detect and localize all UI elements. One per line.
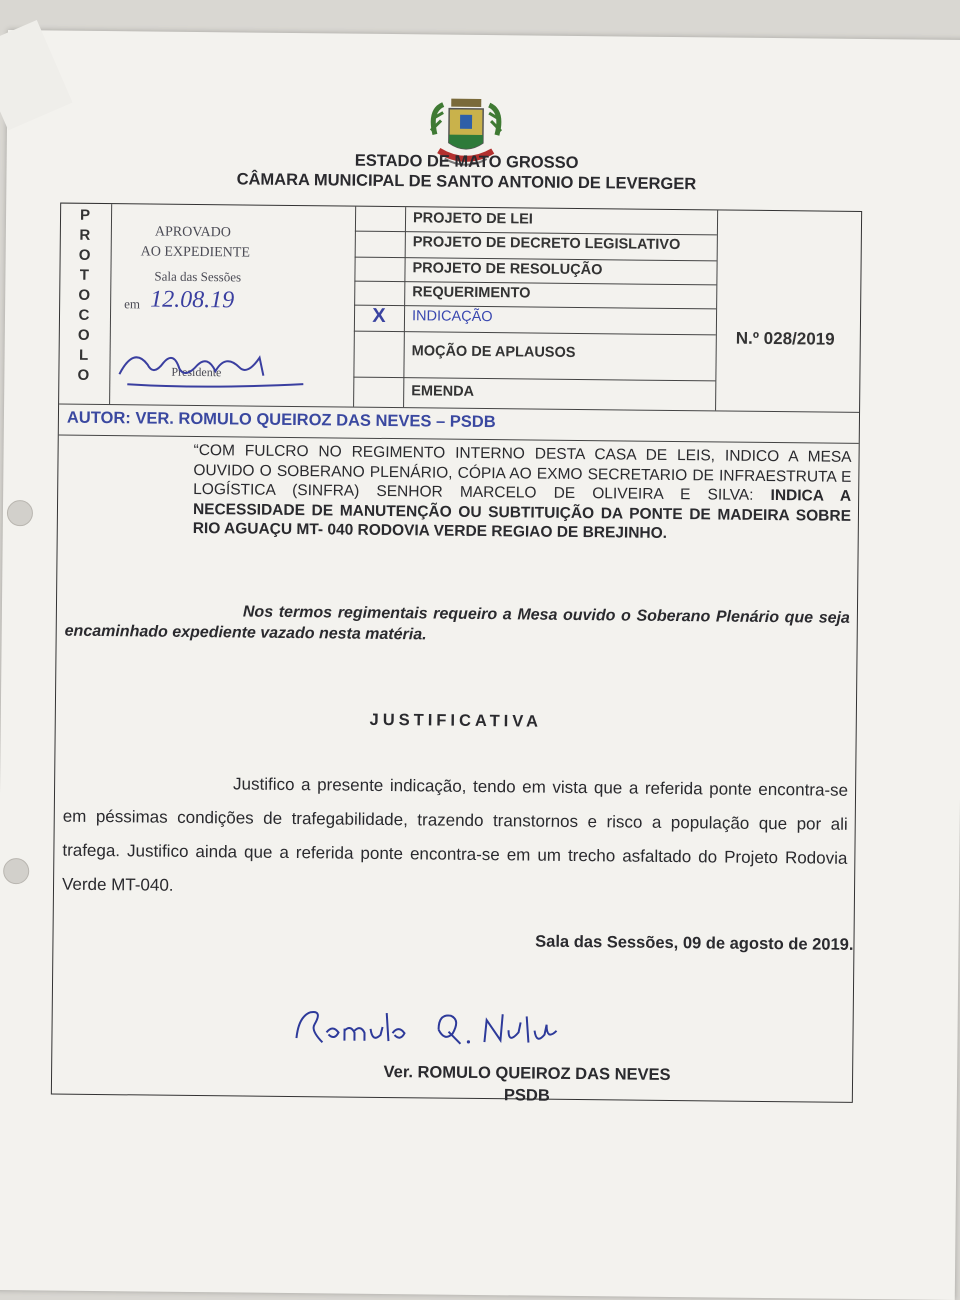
author-row: [59, 404, 859, 444]
option-checkbox[interactable]: [355, 231, 406, 258]
stamp-date: 12.08.19: [150, 286, 235, 314]
option-label: PROJETO DE LEI: [412, 210, 533, 228]
intro-bold: INDICA A NECESSIDADE DE MANUTENÇÃO OU SUBTITUIÇÃO DA PONTE DE MADEIRA SOBRE RIO AGUAÇU MT- 040 RODOVIA VERDE REGIAO DE BREJINHO.: [192, 487, 852, 543]
request-paragraph: Nos termos regimentais requeiro a Mesa ouvido o Soberano Plenário que seja encaminhado expediente vazado nesta matéria.: [64, 603, 850, 644]
option-row: [353, 331, 715, 382]
option-checkbox[interactable]: [355, 207, 406, 232]
document-type-options: [353, 207, 718, 411]
protocol-letter: C: [78, 306, 90, 324]
stamp-date-prefix: em: [124, 296, 141, 312]
stamp-room: Sala das Sessões: [154, 268, 242, 285]
option-checkbox[interactable]: [353, 377, 404, 408]
protocol-letter: L: [78, 346, 89, 364]
document-page: [0, 30, 960, 1300]
option-label: MOÇÃO DE APLAUSOS: [411, 343, 576, 361]
option-label: PROJETO DE RESOLUÇÃO: [412, 260, 603, 279]
protocol-letter: O: [78, 246, 91, 264]
document-frame: [51, 203, 862, 1103]
approval-stamp: [109, 204, 356, 407]
chamber-heading: CÂMARA MUNICIPAL DE SANTO ANTONIO DE LEVERGER: [236, 170, 697, 194]
stamp-approved: APROVADO: [154, 224, 231, 241]
protocol-letters: [69, 206, 99, 386]
option-checkbox-checked[interactable]: X: [354, 305, 405, 332]
author-text: AUTOR: VER. ROMULO QUEIROZ DAS NEVES – PSDB: [66, 408, 496, 432]
option-checkbox[interactable]: [353, 331, 404, 378]
state-heading: ESTADO DE MATO GROSSO: [354, 151, 579, 172]
option-row: [353, 377, 715, 411]
protocol-letter: R: [79, 226, 91, 244]
president-signature: [113, 344, 353, 395]
underlying-page-corner: [0, 20, 73, 130]
intro-normal: “COM FULCRO NO REGIMENTO INTERNO DESTA CASA DE LEIS, INDICO A MESA OUVIDO O SOBERANO PLENÁRIO, CÓPIA AO EXMO SECRETARIO DE INFRAESTRUTA E LOGÍSTICA (SINFRA) SENHOR MARCELO DE OLIVEIRA E SILVA:: [193, 441, 852, 505]
signer-name: Ver. ROMULO QUEIROZ DAS NEVES: [383, 1062, 671, 1084]
protocol-letter: P: [79, 206, 91, 224]
option-checkbox[interactable]: [354, 281, 405, 306]
stamp-president: Presidente: [171, 364, 222, 380]
justification-title: JUSTIFICATIVA: [369, 710, 543, 731]
option-label: INDICAÇÃO: [411, 308, 493, 326]
document-number: N.º 028/2019: [735, 328, 835, 349]
option-label: PROJETO DE DECRETO LEGISLATIVO: [412, 234, 681, 254]
protocol-letter: T: [79, 266, 90, 284]
protocol-letter: O: [78, 286, 91, 304]
author-signature: [288, 998, 589, 1061]
option-label: REQUERIMENTO: [412, 284, 531, 302]
option-label: EMENDA: [411, 383, 475, 400]
signer-party: PSDB: [503, 1086, 550, 1105]
punch-hole-bottom: [3, 858, 29, 884]
protocol-letter: O: [77, 366, 90, 384]
intro-paragraph: [193, 441, 852, 546]
justification-text: Justifico a presente indicação, tendo em vista que a referida ponte encontra-se em péssimas condições de trafegabilidade, trazendo transtornos e risco a população que por ali trafega. Justifico ainda que a referida ponte encontra-se em um trecho asfaltado do Projeto Rodovia Verde MT-040.: [61, 774, 849, 895]
protocol-letter: O: [77, 326, 90, 344]
punch-hole-top: [7, 500, 33, 526]
protocol-column: [59, 204, 112, 405]
stamp-expedient: AO EXPEDIENTE: [140, 244, 251, 261]
closing-date: Sala das Sessões, 09 de agosto de 2019.: [535, 932, 854, 954]
option-checkbox[interactable]: [354, 257, 405, 282]
